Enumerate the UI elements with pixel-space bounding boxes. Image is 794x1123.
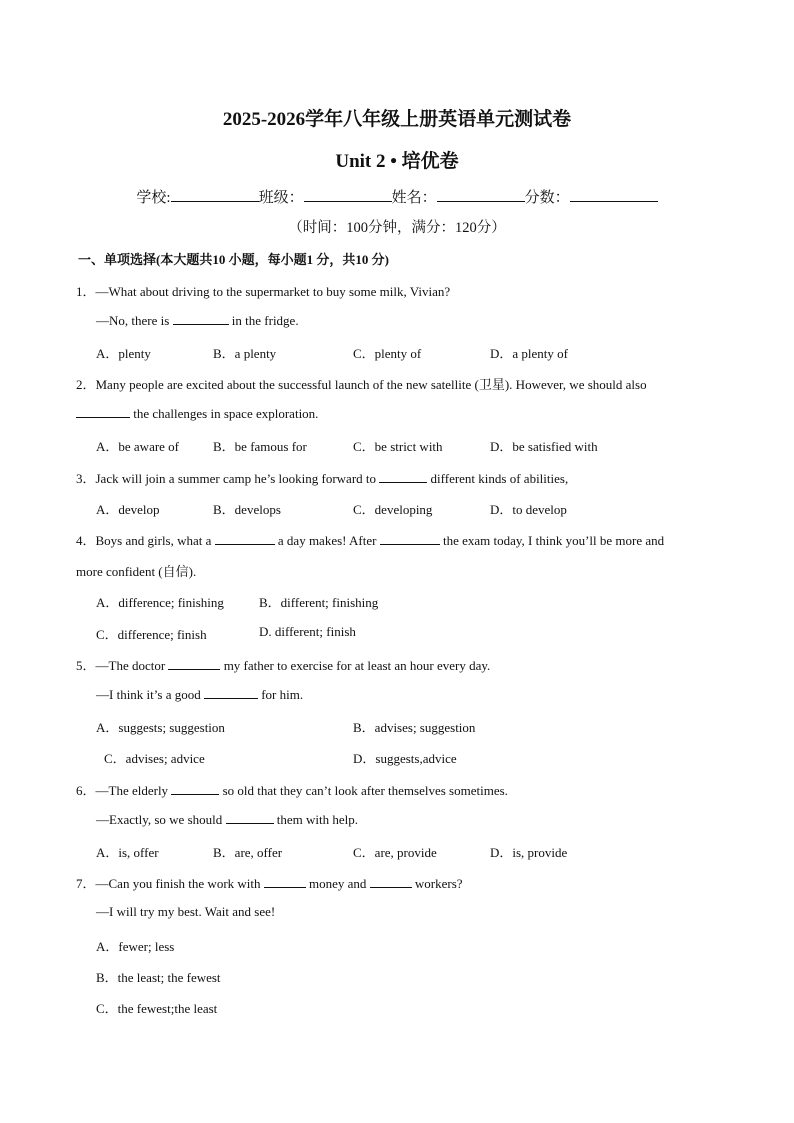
q5-text-pre: 5．—The doctor (76, 658, 166, 673)
answer-blank (379, 470, 427, 483)
student-info-row (0, 186, 794, 207)
q4-option-a: A．difference; finishing (96, 595, 224, 610)
answer-blank (173, 312, 229, 325)
q5-reply-post: for him. (261, 687, 304, 702)
q4-text-mid: a day makes! After (277, 533, 377, 548)
q4-text-pre: 4．Boys and girls, what a (76, 533, 212, 548)
q1-option-d: D．a plenty of (490, 346, 568, 361)
exam-title: 2025-2026学年八年级上册英语单元测试卷 (222, 109, 572, 130)
question-7-line-1 (76, 873, 463, 892)
answer-blank (226, 811, 274, 824)
answer-blank (76, 405, 130, 418)
question-6-line-1 (76, 780, 508, 799)
question-1-line-2 (96, 312, 299, 329)
q5-reply-pre: —I think it’s a good (96, 687, 201, 702)
question-5-line-2 (96, 686, 303, 703)
q3-text-post: different kinds of abilities, (430, 471, 569, 486)
q4-option-c: C．difference; finish (96, 627, 207, 642)
q3-option-a: A．develop (96, 502, 160, 517)
q6-option-c: C．are, provide (353, 845, 437, 860)
answer-blank (370, 875, 412, 888)
q5-option-c: C．advises; advice (104, 751, 205, 766)
q5-option-a: A．suggests; suggestion (96, 720, 225, 735)
q6-reply-pre: —Exactly, so we should (96, 812, 223, 827)
q7-option-c: C．the fewest;the least (96, 1001, 218, 1016)
q6-text-post: so old that they can’t look after themselves sometimes. (222, 783, 508, 798)
question-3-line-1 (76, 468, 568, 487)
q2-option-a: A．be aware of (96, 439, 180, 454)
question-5-line-1 (76, 655, 490, 674)
q5-option-b: B．advises; suggestion (353, 720, 476, 735)
question-2-line-1: 2．Many people are excited about the successful launch of the new satellite (卫星). However, we should also (76, 377, 647, 392)
q5-text-post: my father to exercise for at least an hour every day. (223, 658, 491, 673)
q5-option-d: D．suggests,advice (353, 751, 457, 766)
question-7-line-2: —I will try my best. Wait and see! (96, 904, 276, 919)
q1-text-pre: —No, there is (96, 313, 170, 328)
q2-text-post: the challenges in space exploration. (133, 406, 319, 421)
q6-option-d: D．is, provide (490, 845, 568, 860)
q7-option-a: A．fewer; less (96, 939, 175, 954)
q2-option-d: D．be satisfied with (490, 439, 598, 454)
score-blank (570, 187, 658, 202)
q6-reply-post: them with help. (276, 812, 358, 827)
answer-blank (204, 686, 258, 699)
class-blank (304, 187, 392, 202)
q7-text-mid: money and (309, 876, 367, 891)
answer-blank (264, 875, 306, 888)
time-note: （时间：100分钟，满分：120分） (288, 220, 506, 236)
q2-option-b: B．be famous for (213, 439, 307, 454)
class-label: 班级： (258, 190, 304, 206)
question-4-line-1 (76, 530, 664, 549)
q3-option-b: B．develops (213, 502, 281, 517)
exam-subtitle: Unit 2 • 培优卷 (335, 151, 459, 172)
q7-text-post: workers? (414, 876, 463, 891)
q3-option-d: D．to develop (490, 502, 567, 517)
answer-blank (380, 532, 440, 545)
question-1-line-1: 1．—What about driving to the supermarket to buy some milk, Vivian? (76, 284, 451, 299)
q6-option-b: B．are, offer (213, 845, 283, 860)
q4-option-b: B．different; finishing (259, 595, 379, 610)
answer-blank (168, 657, 220, 670)
q1-option-b: B．a plenty (213, 346, 277, 361)
q1-option-a: A．plenty (96, 346, 151, 361)
q3-option-c: C．developing (353, 502, 433, 517)
name-blank (437, 187, 525, 202)
q7-text-pre: 7．—Can you finish the work with (76, 876, 261, 891)
q2-option-c: C．be strict with (353, 439, 443, 454)
q1-option-c: C．plenty of (353, 346, 422, 361)
q7-option-b: B．the least; the fewest (96, 970, 221, 985)
q6-option-a: A．is, offer (96, 845, 159, 860)
q3-text-pre: 3．Jack will join a summer camp he’s looking forward to (76, 471, 377, 486)
q6-text-pre: 6．—The elderly (76, 783, 169, 798)
answer-blank (171, 782, 219, 795)
name-label: 姓名： (391, 190, 437, 206)
question-6-line-2 (96, 811, 358, 828)
q1-text-post: in the fridge. (231, 313, 299, 328)
q4-text-post: the exam today, I think you’ll be more and (442, 533, 665, 548)
school-label: 学校: (136, 190, 171, 206)
question-2-line-2 (76, 405, 318, 422)
question-4-line-2: more confident (自信). (76, 564, 197, 579)
section-title: 一、单项选择(本大题共10 小题，每小题1 分，共10 分) (78, 252, 389, 267)
score-label: 分数： (524, 190, 570, 206)
answer-blank (215, 532, 275, 545)
q4-option-d: D. different; finish (259, 624, 356, 639)
school-blank (171, 187, 259, 202)
